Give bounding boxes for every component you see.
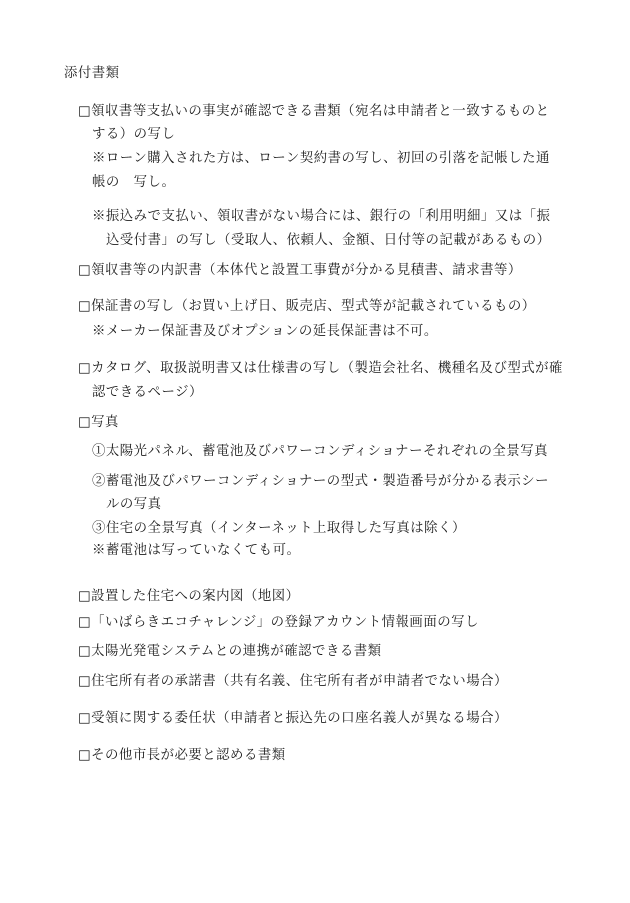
photo-item-3: ③住宅の全景写真（インターネット上取得した写真は除く）	[92, 521, 466, 536]
item-solar-link: □太陽光発電システムとの連携が確認できる書類	[78, 644, 382, 659]
item-breakdown: □領収書等の内訳書（本体代と設置工事費が分かる見積書、請求書等）	[78, 263, 522, 278]
note-loan-cont: 帳の 写し。	[92, 175, 176, 190]
item-receipt-documents-cont: する）の写し	[92, 127, 176, 142]
item-guide-map: □設置した住宅への案内図（地図）	[78, 589, 300, 604]
note-bank-transfer: ※振込みで支払い、領収書がない場合には、銀行の「利用明細」又は「振	[92, 209, 551, 224]
note-battery-photo: ※蓄電池は写っていなくても可。	[92, 543, 301, 558]
item-other: □その他市長が必要と認める書類	[78, 748, 286, 763]
note-loan: ※ローン購入された方は、ローン契約書の写し、初回の引落を記帳した通	[92, 151, 550, 166]
item-catalog: □カタログ、取扱説明書又は仕様書の写し（製造会社名、機種名及び型式が確	[78, 361, 563, 376]
item-catalog-cont: 認できるページ）	[92, 385, 203, 400]
item-receipt-documents: □領収書等支払いの事実が確認できる書類（宛名は申請者と一致するものと	[78, 104, 550, 119]
document-heading: 添付書類	[64, 66, 120, 81]
note-bank-transfer-cont: 込受付書」の写し（受取人、依頼人、金額、日付等の記載があるもの）	[106, 233, 551, 248]
item-photos: □写真	[78, 415, 119, 430]
item-power-of-attorney: □受領に関する委任状（申請者と振込先の口座名義人が異なる場合）	[78, 711, 508, 726]
photo-item-1: ①太陽光パネル、蓄電池及びパワーコンディショナーそれぞれの全景写真	[92, 444, 548, 459]
note-warranty: ※メーカー保証書及びオプションの延長保証書は不可。	[92, 324, 438, 339]
item-warranty-copy: □保証書の写し（お買い上げ日、販売店、型式等が記載されているもの）	[78, 299, 536, 314]
photo-item-2-cont: ルの写真	[106, 497, 162, 512]
item-consent-letter: □住宅所有者の承諾書（共有名義、住宅所有者が申請者でない場合）	[78, 674, 508, 689]
item-eco-challenge: □「いばらきエコチャレンジ」の登録アカウント情報画面の写し	[78, 615, 479, 630]
photo-item-2: ②蓄電池及びパワーコンディショナーの型式・製造番号が分かる表示シー	[92, 474, 550, 489]
